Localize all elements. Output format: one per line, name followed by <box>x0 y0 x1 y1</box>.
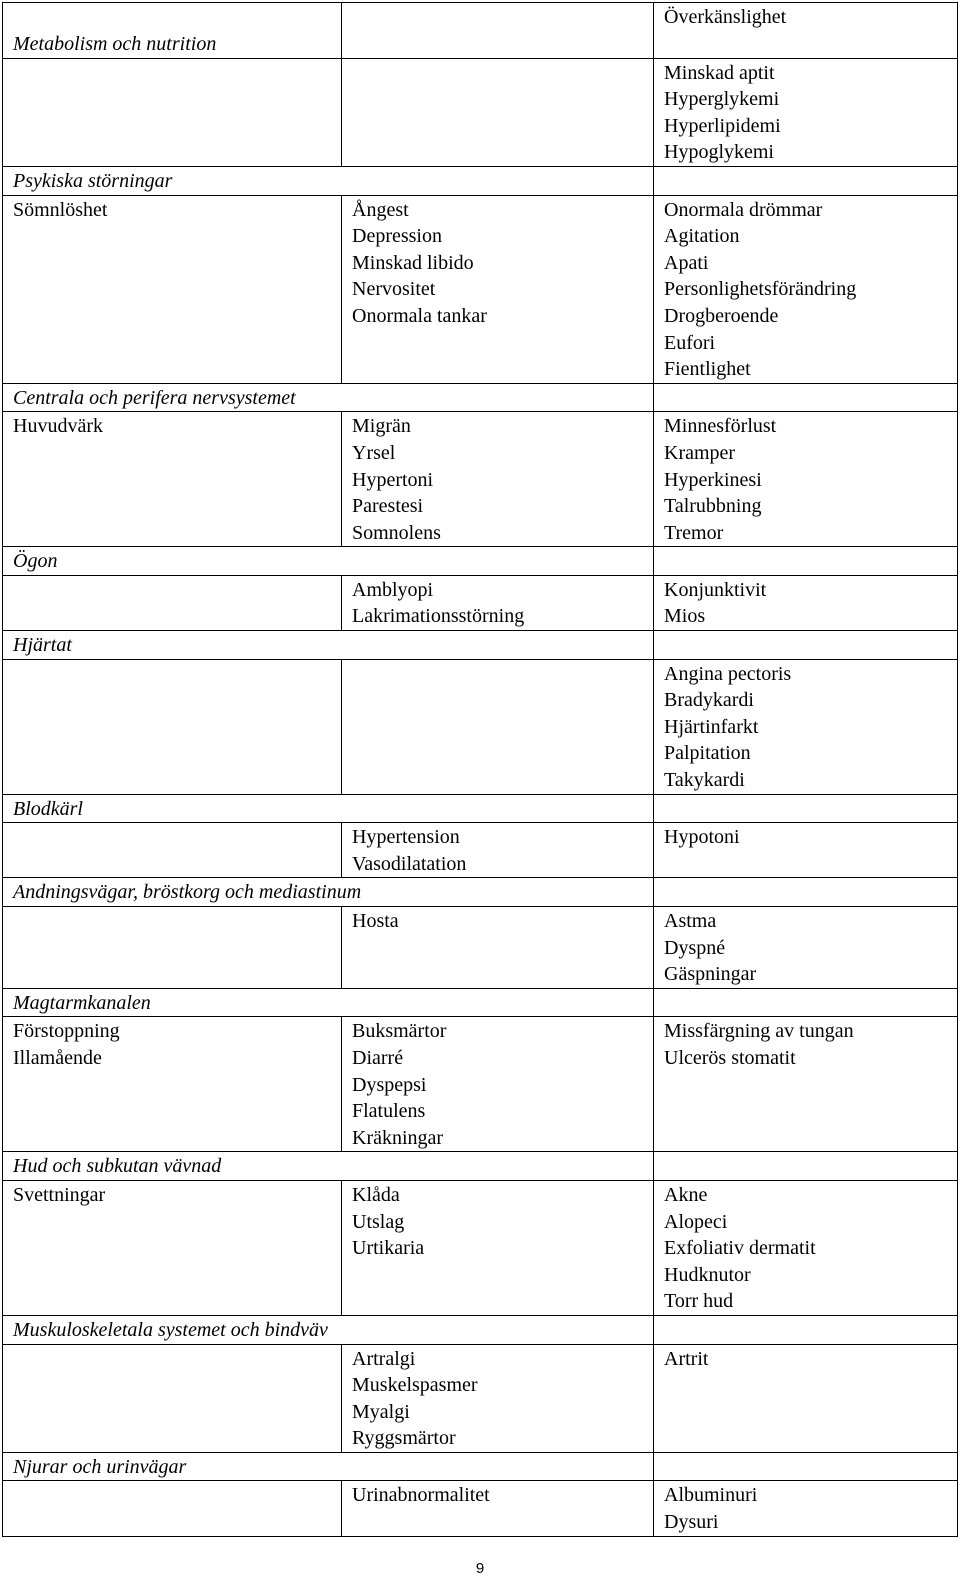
table-cell <box>654 988 958 1017</box>
adverse-effect-term: Missfärgning av tungan <box>664 1020 854 1043</box>
adverse-effect-term: Minnesförlust <box>664 415 777 438</box>
adverse-effect-term: Kräkningar <box>352 1126 444 1149</box>
table-cell <box>654 195 958 383</box>
adverse-effect-term: Myalgi <box>352 1400 410 1423</box>
table-cell <box>654 166 958 195</box>
category-label: Hud och subkutan vävnad <box>13 1155 222 1178</box>
category-label: Ögon <box>13 550 58 573</box>
adverse-effect-term: Sömnlöshet <box>13 198 108 221</box>
table-cell <box>654 575 958 630</box>
adverse-effect-term: Muskelspasmer <box>352 1374 478 1397</box>
adverse-effect-term: Takykardi <box>664 769 745 792</box>
table-cell <box>3 412 342 547</box>
category-row <box>3 166 958 195</box>
adverse-effect-term: Akne <box>664 1183 708 1206</box>
adverse-effect-term: Hypertoni <box>352 468 434 491</box>
adverse-effect-term: Palpitation <box>664 742 751 765</box>
table-cell <box>342 58 654 166</box>
adverse-effect-term: Lakrimationsstörning <box>352 605 525 628</box>
table-row <box>3 659 958 794</box>
adverse-effect-term: Dyspepsi <box>352 1073 427 1096</box>
table-row <box>3 412 958 547</box>
table-row <box>3 195 958 383</box>
table-cell <box>654 1481 958 1536</box>
column-header: Överkänslighet <box>664 6 787 28</box>
adverse-effect-term: Migrän <box>352 415 411 438</box>
category-label: Njurar och urinvägar <box>13 1455 187 1478</box>
adverse-effect-term: Huvudvärk <box>13 415 103 438</box>
table-cell <box>342 1344 654 1452</box>
adverse-effect-term: Ångest <box>352 198 409 221</box>
table-row <box>3 907 958 989</box>
page-number: 9 <box>475 1560 485 1577</box>
table-cell <box>654 823 958 878</box>
adverse-effect-term: Angina pectoris <box>664 662 792 685</box>
adverse-effect-term: Hosta <box>352 910 399 932</box>
category-label: Andningsvägar, bröstkorg och mediastinum <box>13 881 362 904</box>
table-cell <box>342 659 654 794</box>
adverse-effect-term: Dysuri <box>664 1511 719 1534</box>
table-cell <box>342 412 654 547</box>
adverse-effect-term: Talrubbning <box>664 495 762 518</box>
table-cell <box>3 575 342 630</box>
adverse-effect-term: Gäspningar <box>664 963 757 986</box>
adverse-effect-term: Amblyopi <box>352 578 434 601</box>
adverse-effect-term: Torr hud <box>664 1290 734 1313</box>
adverse-effect-term: Flatulens <box>352 1100 426 1123</box>
table-cell <box>654 631 958 660</box>
category-row <box>3 547 958 576</box>
category-cell <box>3 1152 654 1181</box>
category-cell <box>3 1315 654 1344</box>
adverse-effect-term: Astma <box>664 910 717 932</box>
table-row <box>3 3 958 59</box>
category-cell <box>3 631 654 660</box>
adverse-effect-term: Hjärtinfarkt <box>664 715 759 738</box>
adverse-effect-term: Artralgi <box>352 1347 416 1370</box>
category-cell <box>3 166 654 195</box>
adverse-effect-term: Bradykardi <box>664 689 754 712</box>
adverse-effect-term: Hyperglykemi <box>664 88 780 111</box>
adverse-effect-term: Mios <box>664 605 706 628</box>
table-cell <box>654 1315 958 1344</box>
adverse-effect-term: Konjunktivit <box>664 578 767 601</box>
adverse-effect-term: Utslag <box>352 1210 405 1233</box>
category-row <box>3 878 958 907</box>
table-cell <box>342 823 654 878</box>
adverse-effect-term: Buksmärtor <box>352 1020 447 1043</box>
adverse-effect-term: Eufori <box>664 331 716 354</box>
table-cell <box>342 1481 654 1536</box>
table-row <box>3 1180 958 1315</box>
adverse-effect-term: Klåda <box>352 1183 400 1206</box>
table-cell <box>3 195 342 383</box>
adverse-effect-term: Drogberoende <box>664 304 779 327</box>
category-label: Muskuloskeletala systemet och bindväv <box>13 1318 328 1341</box>
table-cell <box>342 1017 654 1152</box>
table-row <box>3 823 958 878</box>
adverse-effect-term: Artrit <box>664 1347 709 1370</box>
table-cell <box>342 1180 654 1315</box>
table-cell <box>3 1344 342 1452</box>
category-label: Psykiska störningar <box>13 169 173 192</box>
adverse-effect-term: Ryggsmärtor <box>352 1427 456 1450</box>
adverse-effect-term: Exfoliativ dermatit <box>664 1237 816 1260</box>
table-cell <box>654 878 958 907</box>
category-cell <box>3 794 654 823</box>
category-label: Blodkärl <box>13 797 83 820</box>
adverse-effect-term: Urinabnormalitet <box>352 1484 490 1507</box>
table-cell <box>654 58 958 166</box>
category-label: Hjärtat <box>13 634 72 657</box>
category-cell <box>3 547 654 576</box>
category-row <box>3 1152 958 1181</box>
adverse-effect-term: Diarré <box>352 1046 404 1069</box>
adverse-effect-term: Hudknutor <box>664 1263 751 1286</box>
adverse-effect-term: Hyperlipidemi <box>664 114 781 137</box>
table-cell <box>3 1481 342 1536</box>
adverse-effect-term: Personlighetsförändring <box>664 278 857 301</box>
table-cell <box>3 823 342 878</box>
adverse-effect-term: Förstoppning <box>13 1020 120 1043</box>
table-cell <box>654 907 958 989</box>
table-cell <box>342 3 654 59</box>
table-cell <box>654 1452 958 1481</box>
table-cell <box>654 1017 958 1152</box>
adverse-effect-term: Ulcerös stomatit <box>664 1046 796 1069</box>
table-cell <box>654 794 958 823</box>
table-row <box>3 575 958 630</box>
category-cell <box>3 878 654 907</box>
table-cell <box>3 907 342 989</box>
table-row <box>3 58 958 166</box>
adverse-effect-term: Parestesi <box>352 495 424 518</box>
category-row <box>3 1452 958 1481</box>
table-cell <box>654 383 958 412</box>
table-cell <box>3 58 342 166</box>
table-cell <box>654 659 958 794</box>
category-cell <box>3 1452 654 1481</box>
category-cell <box>3 383 654 412</box>
category-row <box>3 383 958 412</box>
adverse-effect-term: Illamående <box>13 1046 102 1069</box>
table-cell <box>654 547 958 576</box>
adverse-effects-table <box>2 2 958 1537</box>
adverse-effect-term: Onormala tankar <box>352 304 487 327</box>
adverse-effect-term: Hypoglykemi <box>664 141 774 164</box>
adverse-effect-term: Agitation <box>664 225 740 248</box>
adverse-effect-term: Vasodilatation <box>352 852 467 875</box>
category-row <box>3 1315 958 1344</box>
adverse-effect-term: Kramper <box>664 441 736 464</box>
category-label: Magtarmkanalen <box>13 991 151 1014</box>
table-cell <box>342 195 654 383</box>
table-cell <box>3 3 342 59</box>
adverse-effect-term: Fientlighet <box>664 358 751 381</box>
adverse-effect-term: Tremor <box>664 521 724 544</box>
adverse-effect-term: Albuminuri <box>664 1484 758 1507</box>
category-label: Metabolism och nutrition <box>13 33 217 55</box>
adverse-effect-term: Minskad libido <box>352 251 474 274</box>
adverse-effect-term: Svettningar <box>13 1183 106 1206</box>
table-cell <box>654 1152 958 1181</box>
category-row <box>3 631 958 660</box>
table-row <box>3 1344 958 1452</box>
adverse-effect-term: Yrsel <box>352 441 396 464</box>
category-row <box>3 988 958 1017</box>
table-cell <box>654 3 958 59</box>
table-row <box>3 1481 958 1536</box>
adverse-effect-term: Apati <box>664 251 709 274</box>
adverse-effect-term: Urtikaria <box>352 1237 425 1260</box>
table-cell <box>3 659 342 794</box>
table-cell <box>3 1017 342 1152</box>
table-row <box>3 1017 958 1152</box>
category-cell <box>3 988 654 1017</box>
adverse-effect-term: Hyperkinesi <box>664 468 762 491</box>
adverse-effect-term: Somnolens <box>352 521 441 544</box>
table-cell <box>654 412 958 547</box>
adverse-effect-term: Dyspné <box>664 936 726 959</box>
category-label: Centrala och perifera nervsystemet <box>13 386 296 409</box>
table-cell <box>342 907 654 989</box>
table-cell <box>654 1180 958 1315</box>
adverse-effect-term: Hypertension <box>352 826 460 849</box>
adverse-effect-term: Minskad aptit <box>664 61 775 84</box>
table-cell <box>3 1180 342 1315</box>
adverse-effects-table-body <box>3 3 958 1537</box>
adverse-effect-term: Depression <box>352 225 442 248</box>
adverse-effect-term: Alopeci <box>664 1210 728 1233</box>
category-row <box>3 794 958 823</box>
table-cell <box>654 1344 958 1452</box>
adverse-effect-term: Onormala drömmar <box>664 198 823 221</box>
adverse-effect-term: Nervositet <box>352 278 436 301</box>
table-cell <box>342 575 654 630</box>
adverse-effect-term: Hypotoni <box>664 826 740 849</box>
